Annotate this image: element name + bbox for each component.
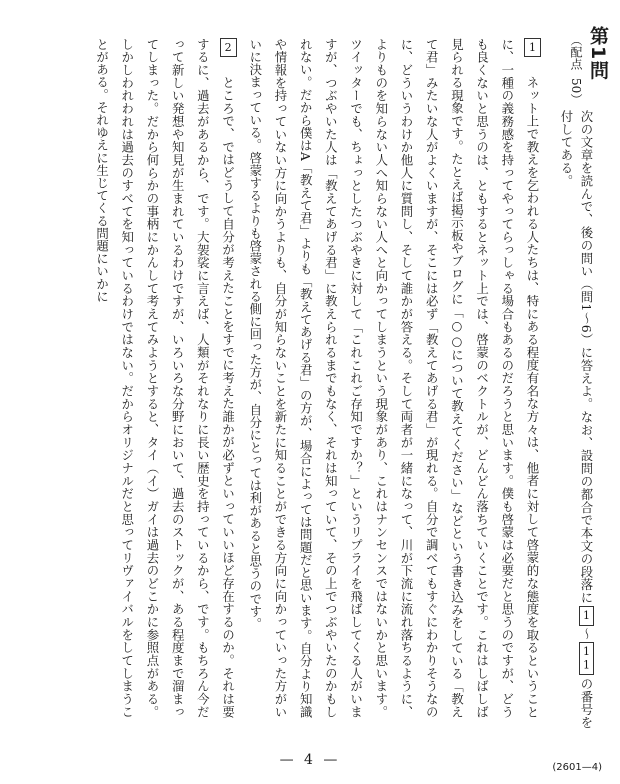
passage-body <box>5 38 545 718</box>
paragraph-text: ネット上で教えを乞われる人たちは、特にある程度有名な方々は、他者に対して啓蒙的な態度を取るということに、一種の義務感を持ってやってらっしゃる場合もあるのだろうと思います。僕も啓蒙は必要だと思うのですが、どうも良くないと思うのは、ともするとネット上では、啓蒙のベクトルが、どんどん落ちていくことです。これはしばしば見られる現象です。たとえば掲示板やブログに「○○について教えてください」などという書き込みをしている「教えて君」みたいな人がよくいますが、そこには必ず「教えてあげる君」が現れる。自分で調べてもすぐにわかりそうなのに、どういうわけか他人に質問し、そして誰かが答える。そして両者が一緒になって、川が下流に流れ落ちるように、よりものを知らない人へ知らない人へと向かってしまうという現象があり、これはナンセンスではないかと思います。ツイッターでも、ちょっとしたつぶやきに対して「これこれご存知ですか？」というリプライを飛ばしてくる人がいますが、つぶやいた人は「教えてあげる君」に教えられるまでもなく、それは知っていて、その上でつぶやいたのかもしれない。だから僕はA「教えて君」よりも「教えてあげる君」の方が、場合によっては問題だと思います。自分より知識や情報を持っていない方に向かうよりも、自分が知らないことを新たに知ることができる方向に向かっていった方がいいに決まっている。啓蒙するよりも啓蒙される側に回った方が、自分にとっては利があると思うのです。 <box>247 38 540 718</box>
question-title: 第1問 <box>587 26 609 81</box>
paragraph-2 <box>89 38 240 718</box>
question-instruction: 次の文章を読んで、後の問い（問1～6）に答えよ。なお、設問の都合で本文の段落に1～11の番号を付してある。 <box>559 110 594 730</box>
paragraph-range-end: 11 <box>579 642 594 675</box>
points-label: （配点50） <box>569 34 583 106</box>
paragraph-number: 1 <box>524 38 541 57</box>
paragraph-1 <box>243 38 545 718</box>
paragraph-number: 2 <box>220 38 237 57</box>
paragraph-text: ところで、ではどうして自分が考えたことをすでに考えた誰かが必ずといっていいほど存在するのか。それは要するに、過去があるから、です。大袈裟に言えば、人類がそれなりに長い歴史を持っているから、です。もちろん今だって新しい発想や知見が生まれているわけですが、いろいろな分野において、過去のストックが、ある程度まで溜まってしまった。だから何らかの事柄にかんして考えてみようとすると、タイ（イ）ガイは過去のどこかに参照点がある。しかしわれわれは過去のすべてを知っているわけではない。だからオリジナルだと思ってリヴァイバルをしてしまうことがある。それゆえに生じてくる問題にいかに <box>94 38 236 718</box>
paragraph-range-start: 1 <box>579 606 594 626</box>
page-number: — 4 — <box>279 752 341 768</box>
exam-code: (2601—4) <box>552 762 602 773</box>
